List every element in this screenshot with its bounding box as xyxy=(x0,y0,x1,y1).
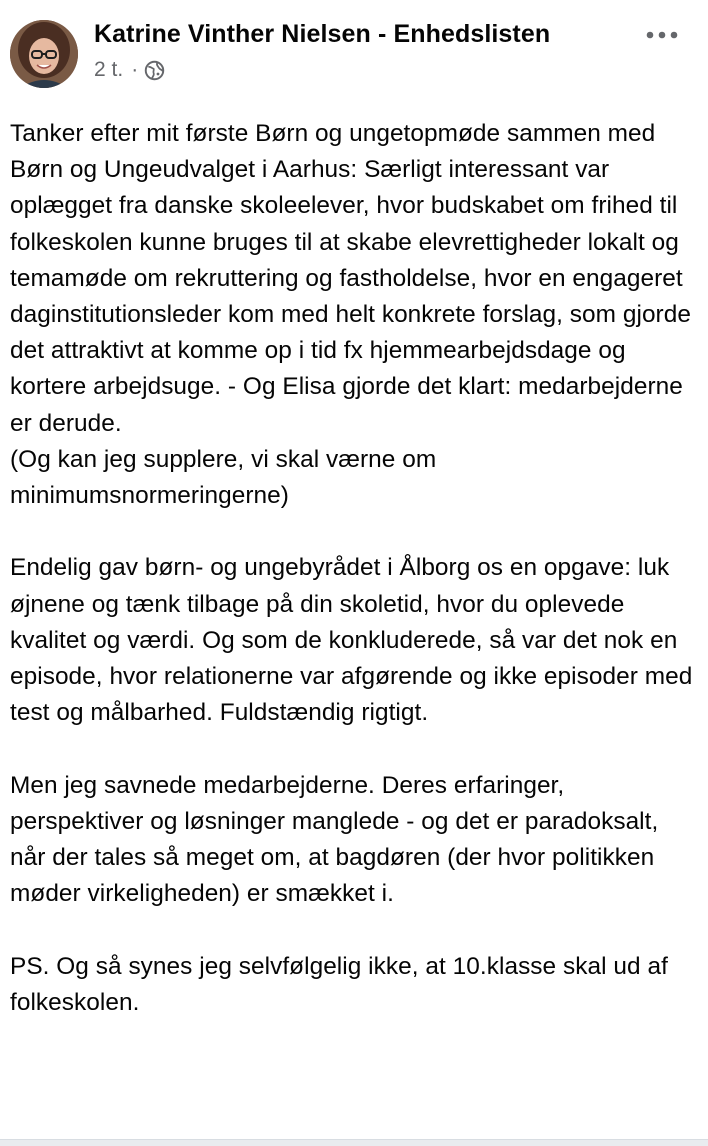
avatar-image xyxy=(10,20,78,88)
more-options-button[interactable] xyxy=(640,18,684,52)
avatar[interactable] xyxy=(10,20,78,88)
post-paragraph: Men jeg savnede medarbejderne. Deres erfaringer, perspektiver og løsninger manglede - og det er paradoksalt, når der tales så meget om, at bagdøren (der hvor politikken møder virkeligheden) er smækket i. xyxy=(10,771,659,908)
author-name[interactable]: Katrine Vinther Nielsen - Enhedslisten xyxy=(94,20,551,48)
meta-separator: · xyxy=(131,58,139,81)
post-paragraph: Tanker efter mit første Børn og ungetopmøde sammen med Børn og Ungeudvalget i Aarhus: Særligt interessant var oplægget fra danske skoleelever, hvor budskabet om frihed til folkeskolen kunne bruges til at skabe elevrettigheder lokalt og temamøde om rekruttering og fastholdelse, hvor en engageret daginstitutionsleder kom med helt konkrete forslag, som gjorde det attraktivt at komme op i tid fx hjemmearbejdsdage og kortere arbejdsuge. - Og Elisa gjorde det klart: medarbejderne er derude. (Og kan jeg supplere, vi skal værne om minimumsnormeringerne) xyxy=(10,120,691,510)
post-timestamp[interactable]: 2 t. xyxy=(94,58,124,81)
post-body xyxy=(10,116,700,1021)
more-options-icon xyxy=(646,31,678,39)
globe-icon[interactable] xyxy=(144,60,165,81)
post-paragraph: PS. Og så synes jeg selvfølgelig ikke, at 10.klasse skal ud af folkeskolen. xyxy=(10,952,668,1016)
post-meta xyxy=(94,58,165,82)
post-paragraph: Endelig gav børn- og ungebyrådet i Ålborg os en opgave: luk øjnene og tænk tilbage på din skoletid, hvor du oplevede kvalitet og værdi. Og som de konkluderede, så var det nok en episode, hvor relationerne var afgørende og ikke episoder med test og målbarhed. Fuldstændig rigtigt. xyxy=(10,554,693,727)
post-header xyxy=(0,0,708,100)
